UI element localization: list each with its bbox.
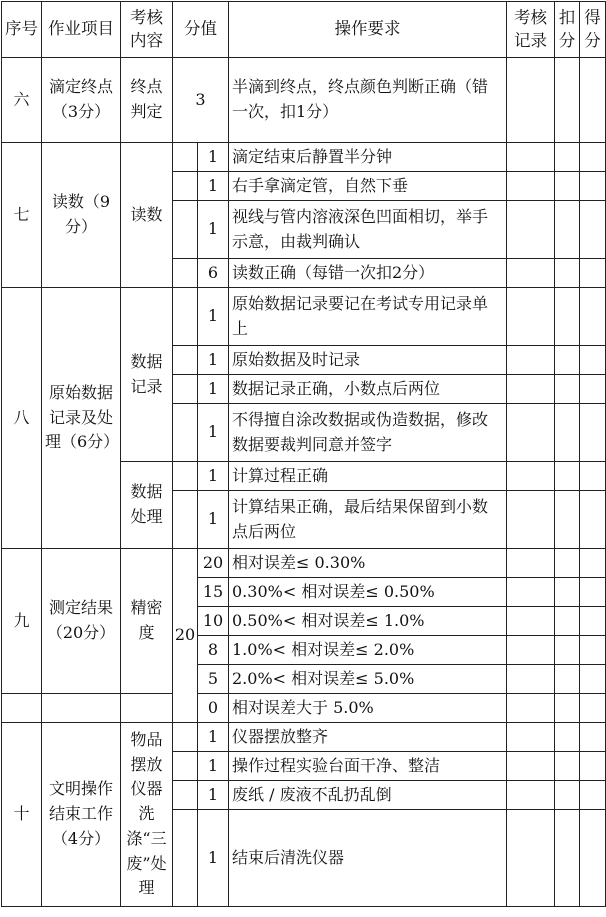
got-cell	[580, 404, 606, 462]
got-cell	[580, 607, 606, 636]
record-cell	[507, 462, 555, 491]
requirement-cell: 原始数据记录要记在考试专用记录单上	[229, 288, 507, 346]
record-cell	[507, 607, 555, 636]
score-cell: 1	[198, 781, 229, 810]
seq-cell: 九	[2, 549, 42, 694]
record-cell	[507, 694, 555, 723]
deduct-cell	[555, 462, 580, 491]
deduct-cell	[555, 404, 580, 462]
score-cell: 1	[198, 346, 229, 375]
deduct-cell	[555, 665, 580, 694]
record-cell	[507, 636, 555, 665]
score-spacer-cell	[173, 201, 198, 259]
deduct-cell	[555, 723, 580, 752]
requirement-cell: 0.50%< 相对误差≤ 1.0%	[229, 607, 507, 636]
header-content: 考核内容	[121, 2, 173, 58]
deduct-cell	[555, 810, 580, 907]
record-cell	[507, 346, 555, 375]
score-cell: 0	[198, 694, 229, 723]
table-row	[2, 694, 606, 723]
deduct-cell	[555, 607, 580, 636]
requirement-cell: 数据记录正确，小数点后两位	[229, 375, 507, 404]
content-cell: 物品摆放仪器洗涤“三废”处理	[121, 723, 173, 907]
got-cell	[580, 58, 606, 143]
score-cell: 6	[198, 259, 229, 288]
score-cell: 15	[198, 578, 229, 607]
requirement-cell: 计算过程正确	[229, 462, 507, 491]
score-cell: 1	[198, 143, 229, 172]
deduct-cell	[555, 752, 580, 781]
deduct-cell	[555, 58, 580, 143]
header-row	[2, 2, 606, 58]
record-cell	[507, 781, 555, 810]
score-spacer-cell	[173, 723, 198, 752]
header-requirement: 操作要求	[229, 2, 507, 58]
record-cell	[507, 259, 555, 288]
requirement-cell: 相对误差大于 5.0%	[229, 694, 507, 723]
record-cell	[507, 201, 555, 259]
got-cell	[580, 346, 606, 375]
score-cell: 20	[198, 549, 229, 578]
item-cell: 原始数据记录及处理（6分）	[42, 288, 121, 549]
record-cell	[507, 404, 555, 462]
score-cell: 8	[198, 636, 229, 665]
got-cell	[580, 462, 606, 491]
content-cell: 数据记录	[121, 288, 173, 462]
requirement-cell: 计算结果正确，最后结果保留到小数点后两位	[229, 491, 507, 549]
table-row	[2, 723, 606, 752]
requirement-cell: 2.0%< 相对误差≤ 5.0%	[229, 665, 507, 694]
requirement-cell: 相对误差≤ 0.30%	[229, 549, 507, 578]
content-cell: 数据处理	[121, 462, 173, 549]
requirement-cell: 右手拿滴定管，自然下垂	[229, 172, 507, 201]
score-total-cell: 20	[173, 549, 198, 723]
item-cell: 读数（9分）	[42, 143, 121, 288]
deduct-cell	[555, 781, 580, 810]
deduct-cell	[555, 491, 580, 549]
got-cell	[580, 491, 606, 549]
score-spacer-cell	[173, 810, 198, 907]
header-seq: 序号	[2, 2, 42, 58]
score-spacer-cell	[173, 781, 198, 810]
deduct-cell	[555, 346, 580, 375]
scoring-table	[1, 1, 606, 907]
deduct-cell	[555, 694, 580, 723]
requirement-cell: 读数正确（每错一次扣2分）	[229, 259, 507, 288]
requirement-cell: 0.30%< 相对误差≤ 0.50%	[229, 578, 507, 607]
score-spacer-cell	[173, 346, 198, 375]
score-spacer-cell	[173, 259, 198, 288]
table-row	[2, 288, 606, 346]
score-spacer-cell	[173, 491, 198, 549]
got-cell	[580, 636, 606, 665]
record-cell	[507, 143, 555, 172]
requirement-cell: 操作过程实验台面干净、整洁	[229, 752, 507, 781]
item-cell-empty	[42, 694, 121, 723]
header-got: 得分	[580, 2, 606, 58]
score-spacer-cell	[173, 143, 198, 172]
score-spacer-cell	[173, 172, 198, 201]
record-cell	[507, 375, 555, 404]
got-cell	[580, 259, 606, 288]
item-cell: 文明操作结束工作（4分）	[42, 723, 121, 907]
score-cell: 1	[198, 288, 229, 346]
requirement-cell: 滴定结束后静置半分钟	[229, 143, 507, 172]
got-cell	[580, 172, 606, 201]
table-row	[2, 58, 606, 143]
got-cell	[580, 549, 606, 578]
table-row	[2, 143, 606, 172]
requirement-cell: 1.0%< 相对误差≤ 2.0%	[229, 636, 507, 665]
deduct-cell	[555, 549, 580, 578]
score-cell: 10	[198, 607, 229, 636]
record-cell	[507, 288, 555, 346]
deduct-cell	[555, 172, 580, 201]
score-spacer-cell	[173, 404, 198, 462]
seq-cell: 六	[2, 58, 42, 143]
record-cell	[507, 578, 555, 607]
seq-cell: 十	[2, 723, 42, 907]
score-cell: 3	[173, 58, 229, 143]
record-cell	[507, 58, 555, 143]
score-cell: 1	[198, 172, 229, 201]
requirement-cell: 半滴到终点，终点颜色判断正确（错一次，扣1分）	[229, 58, 507, 143]
deduct-cell	[555, 143, 580, 172]
got-cell	[580, 723, 606, 752]
content-cell: 终点判定	[121, 58, 173, 143]
requirement-cell: 视线与管内溶液深色凹面相切，举手示意，由裁判确认	[229, 201, 507, 259]
record-cell	[507, 491, 555, 549]
record-cell	[507, 172, 555, 201]
table-row	[2, 549, 606, 578]
score-cell: 5	[198, 665, 229, 694]
requirement-cell: 仪器摆放整齐	[229, 723, 507, 752]
deduct-cell	[555, 201, 580, 259]
score-spacer-cell	[173, 375, 198, 404]
record-cell	[507, 723, 555, 752]
got-cell	[580, 752, 606, 781]
seq-cell: 七	[2, 143, 42, 288]
score-cell: 1	[198, 462, 229, 491]
requirement-cell: 原始数据及时记录	[229, 346, 507, 375]
got-cell	[580, 578, 606, 607]
score-spacer-cell	[173, 288, 198, 346]
score-spacer-cell	[173, 752, 198, 781]
content-cell: 精密度	[121, 549, 173, 694]
deduct-cell	[555, 578, 580, 607]
header-deduct: 扣分	[555, 2, 580, 58]
content-cell-empty	[121, 694, 173, 723]
requirement-cell: 废纸 / 废液不乱扔乱倒	[229, 781, 507, 810]
score-cell: 1	[198, 810, 229, 907]
got-cell	[580, 375, 606, 404]
requirement-cell: 不得擅自涂改数据或伪造数据，修改数据要裁判同意并签字	[229, 404, 507, 462]
score-spacer-cell	[173, 462, 198, 491]
got-cell	[580, 143, 606, 172]
score-cell: 1	[198, 491, 229, 549]
record-cell	[507, 549, 555, 578]
got-cell	[580, 201, 606, 259]
got-cell	[580, 781, 606, 810]
header-record: 考核记录	[507, 2, 555, 58]
item-cell: 滴定终点（3分）	[42, 58, 121, 143]
content-cell: 读数	[121, 143, 173, 288]
deduct-cell	[555, 375, 580, 404]
got-cell	[580, 665, 606, 694]
got-cell	[580, 288, 606, 346]
item-cell: 测定结果（20分）	[42, 549, 121, 694]
score-cell: 1	[198, 375, 229, 404]
deduct-cell	[555, 259, 580, 288]
seq-cell-empty	[2, 694, 42, 723]
got-cell	[580, 694, 606, 723]
header-item: 作业项目	[42, 2, 121, 58]
score-cell: 1	[198, 201, 229, 259]
score-cell: 1	[198, 404, 229, 462]
seq-cell: 八	[2, 288, 42, 549]
got-cell	[580, 810, 606, 907]
record-cell	[507, 665, 555, 694]
requirement-cell: 结束后清洗仪器	[229, 810, 507, 907]
deduct-cell	[555, 288, 580, 346]
record-cell	[507, 810, 555, 907]
score-cell: 1	[198, 752, 229, 781]
record-cell	[507, 752, 555, 781]
score-cell: 1	[198, 723, 229, 752]
header-score: 分值	[173, 2, 229, 58]
deduct-cell	[555, 636, 580, 665]
